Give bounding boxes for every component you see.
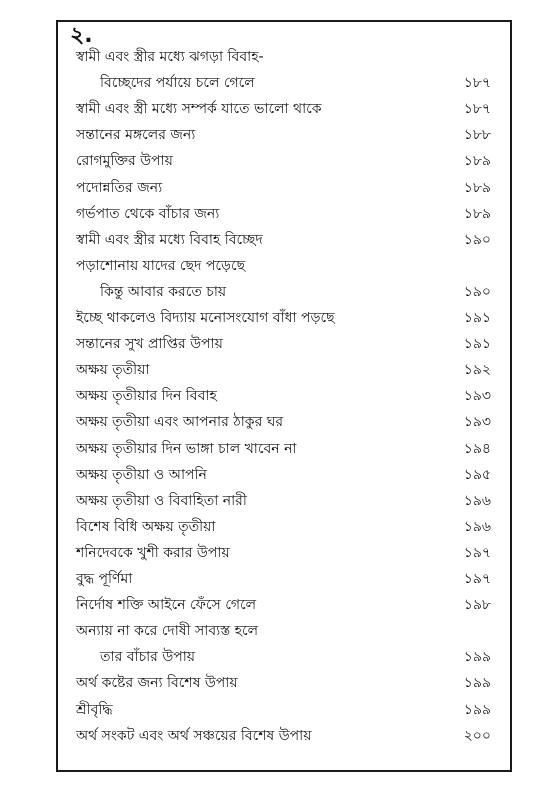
toc-entry-title: বিচ্ছেদের পর্যায়ে চলে গেলে <box>100 75 255 92</box>
toc-entry-title: স্বামী এবং স্ত্রীর মধ্যে ঝগড়া বিবাহ- <box>76 49 264 65</box>
toc-entry-page: ২০০ <box>463 727 491 744</box>
toc-entry <box>0 383 535 409</box>
toc-entry <box>0 305 535 331</box>
toc-entry-page: ১৮৭ <box>463 75 491 92</box>
toc-entry <box>0 70 535 96</box>
toc-entry-title: অক্ষয় তৃতীয়া ও বিবাহিতা নারী <box>76 492 247 509</box>
toc-entry-page: ১৯৬ <box>463 518 491 535</box>
toc-entry-title: অন্যায় না করে দোষী সাব্যস্ত হলে <box>76 623 259 640</box>
toc-entry-title: পদোন্নতির জন্য <box>76 179 163 196</box>
toc-entry <box>0 279 535 305</box>
toc-entry-page: ১৯৯ <box>463 701 491 718</box>
toc-entry <box>0 540 535 566</box>
toc-entry <box>0 697 535 723</box>
toc-entry-title: রোগমুক্তির উপায় <box>76 153 173 170</box>
toc-entry <box>0 122 535 148</box>
toc-entry <box>0 409 535 435</box>
toc-entry <box>0 227 535 253</box>
toc-entry-page: ১৯৭ <box>463 571 491 587</box>
toc-entry <box>0 253 535 279</box>
toc-entry-title: শ্রীবৃদ্ধি <box>76 701 113 718</box>
toc-entry-title: সন্তানের মঙ্গলের জন্য <box>76 127 196 144</box>
toc-entry <box>0 723 535 749</box>
toc-entry-title: নির্দোষ শক্তি আইনে ফেঁসে গেলে <box>76 597 257 614</box>
toc-entry <box>0 175 535 201</box>
toc-entry <box>0 566 535 592</box>
toc-entry <box>0 148 535 174</box>
toc-entry <box>0 488 535 514</box>
toc-entry-page: ১৮৯ <box>463 153 491 170</box>
toc-entry <box>0 618 535 644</box>
toc-entry <box>0 644 535 670</box>
toc-entry-title: অর্থ সংকট এবং অর্থ সঞ্চয়ের বিশেষ উপায় <box>76 727 312 744</box>
toc-entry-title: স্বামী এবং স্ত্রী মধ্যে সম্পর্ক যাতে ভালো থাকে <box>76 101 322 118</box>
page-number: ২. <box>70 23 93 48</box>
toc-entry <box>0 201 535 227</box>
toc-entry-title: অর্থ কষ্টের জন্য বিশেষ উপায় <box>76 675 238 692</box>
toc-entry-title: বুদ্ধ পূর্ণিমা <box>76 571 133 587</box>
toc-entry-page: ১৯৩ <box>463 388 491 405</box>
toc-entry-title: কিন্তু আবার করতে চায় <box>100 283 227 300</box>
toc-entry-page: ১৯৪ <box>463 440 491 457</box>
toc-entry-page: ১৯৭ <box>463 544 491 561</box>
toc-entry-page: ১৯৩ <box>463 414 491 431</box>
toc-entry <box>0 436 535 462</box>
toc-entry-title: পড়াশোনায় যাদের ছেদ পড়েছে <box>76 257 246 274</box>
toc-entry <box>0 592 535 618</box>
toc-entry-page: ১৯৮ <box>463 597 491 614</box>
toc-entry-title: অক্ষয় তৃতীয়ার দিন ভাঙ্গা চাল খাবেন না <box>76 440 297 457</box>
toc-entry <box>0 357 535 383</box>
toc-entry <box>0 331 535 357</box>
toc-entry <box>0 514 535 540</box>
toc-entry-page: ১৯৬ <box>463 492 491 509</box>
toc-entry <box>0 96 535 122</box>
toc-entry-page: ১৮৭ <box>463 101 491 118</box>
toc-entry-page: ১৯৫ <box>463 466 491 483</box>
toc-entry-title: অক্ষয় তৃতীয়ার দিন বিবাহ <box>76 388 217 405</box>
toc-entry-title: অক্ষয় তৃতীয়া এবং আপনার ঠাকুর ঘর <box>76 414 284 431</box>
toc-entry-title: সন্তানের সুখ প্রাপ্তির উপায় <box>76 336 223 353</box>
toc-entry-title: বিশেষ বিধি অক্ষয় তৃতীয়া <box>76 518 216 535</box>
toc-entry-page: ১৮৯ <box>463 179 491 196</box>
toc-entry-page: ১৯৯ <box>463 649 491 666</box>
toc-entry <box>0 44 535 70</box>
toc-entry-page: ১৯১ <box>463 310 491 326</box>
toc-entry-title: ইচ্ছে থাকলেও বিদ্যায় মনোসংযোগ বাঁধা পড়ছে <box>76 310 335 326</box>
toc-entry-page: ১৮৮ <box>463 127 491 144</box>
toc-entry <box>0 462 535 488</box>
toc-entry-title: অক্ষয় তৃতীয়া ও আপনি <box>76 466 207 483</box>
toc-entry-title: স্বামী এবং স্ত্রীর মধ্যে বিবাহ বিচ্ছেদ <box>76 231 263 248</box>
toc-entry-page: ১৮৯ <box>463 205 491 222</box>
toc-entry-title: গর্ভপাত থেকে বাঁচার জন্য <box>76 205 220 222</box>
toc-entry-title: তার বাঁচার উপায় <box>100 649 196 666</box>
toc-entry-page: ১৯১ <box>463 336 491 353</box>
toc-entry <box>0 670 535 696</box>
toc-entry-title: অক্ষয় তৃতীয়া <box>76 362 150 379</box>
toc-entry-page: ১৯০ <box>463 231 491 248</box>
toc-entry-page: ১৯০ <box>463 283 491 300</box>
toc-entry-title: শনিদেবকে খুশী করার উপায় <box>76 544 230 561</box>
toc-entry-page: ১৯৯ <box>463 675 491 692</box>
toc-entry-page: ১৯২ <box>463 362 491 379</box>
